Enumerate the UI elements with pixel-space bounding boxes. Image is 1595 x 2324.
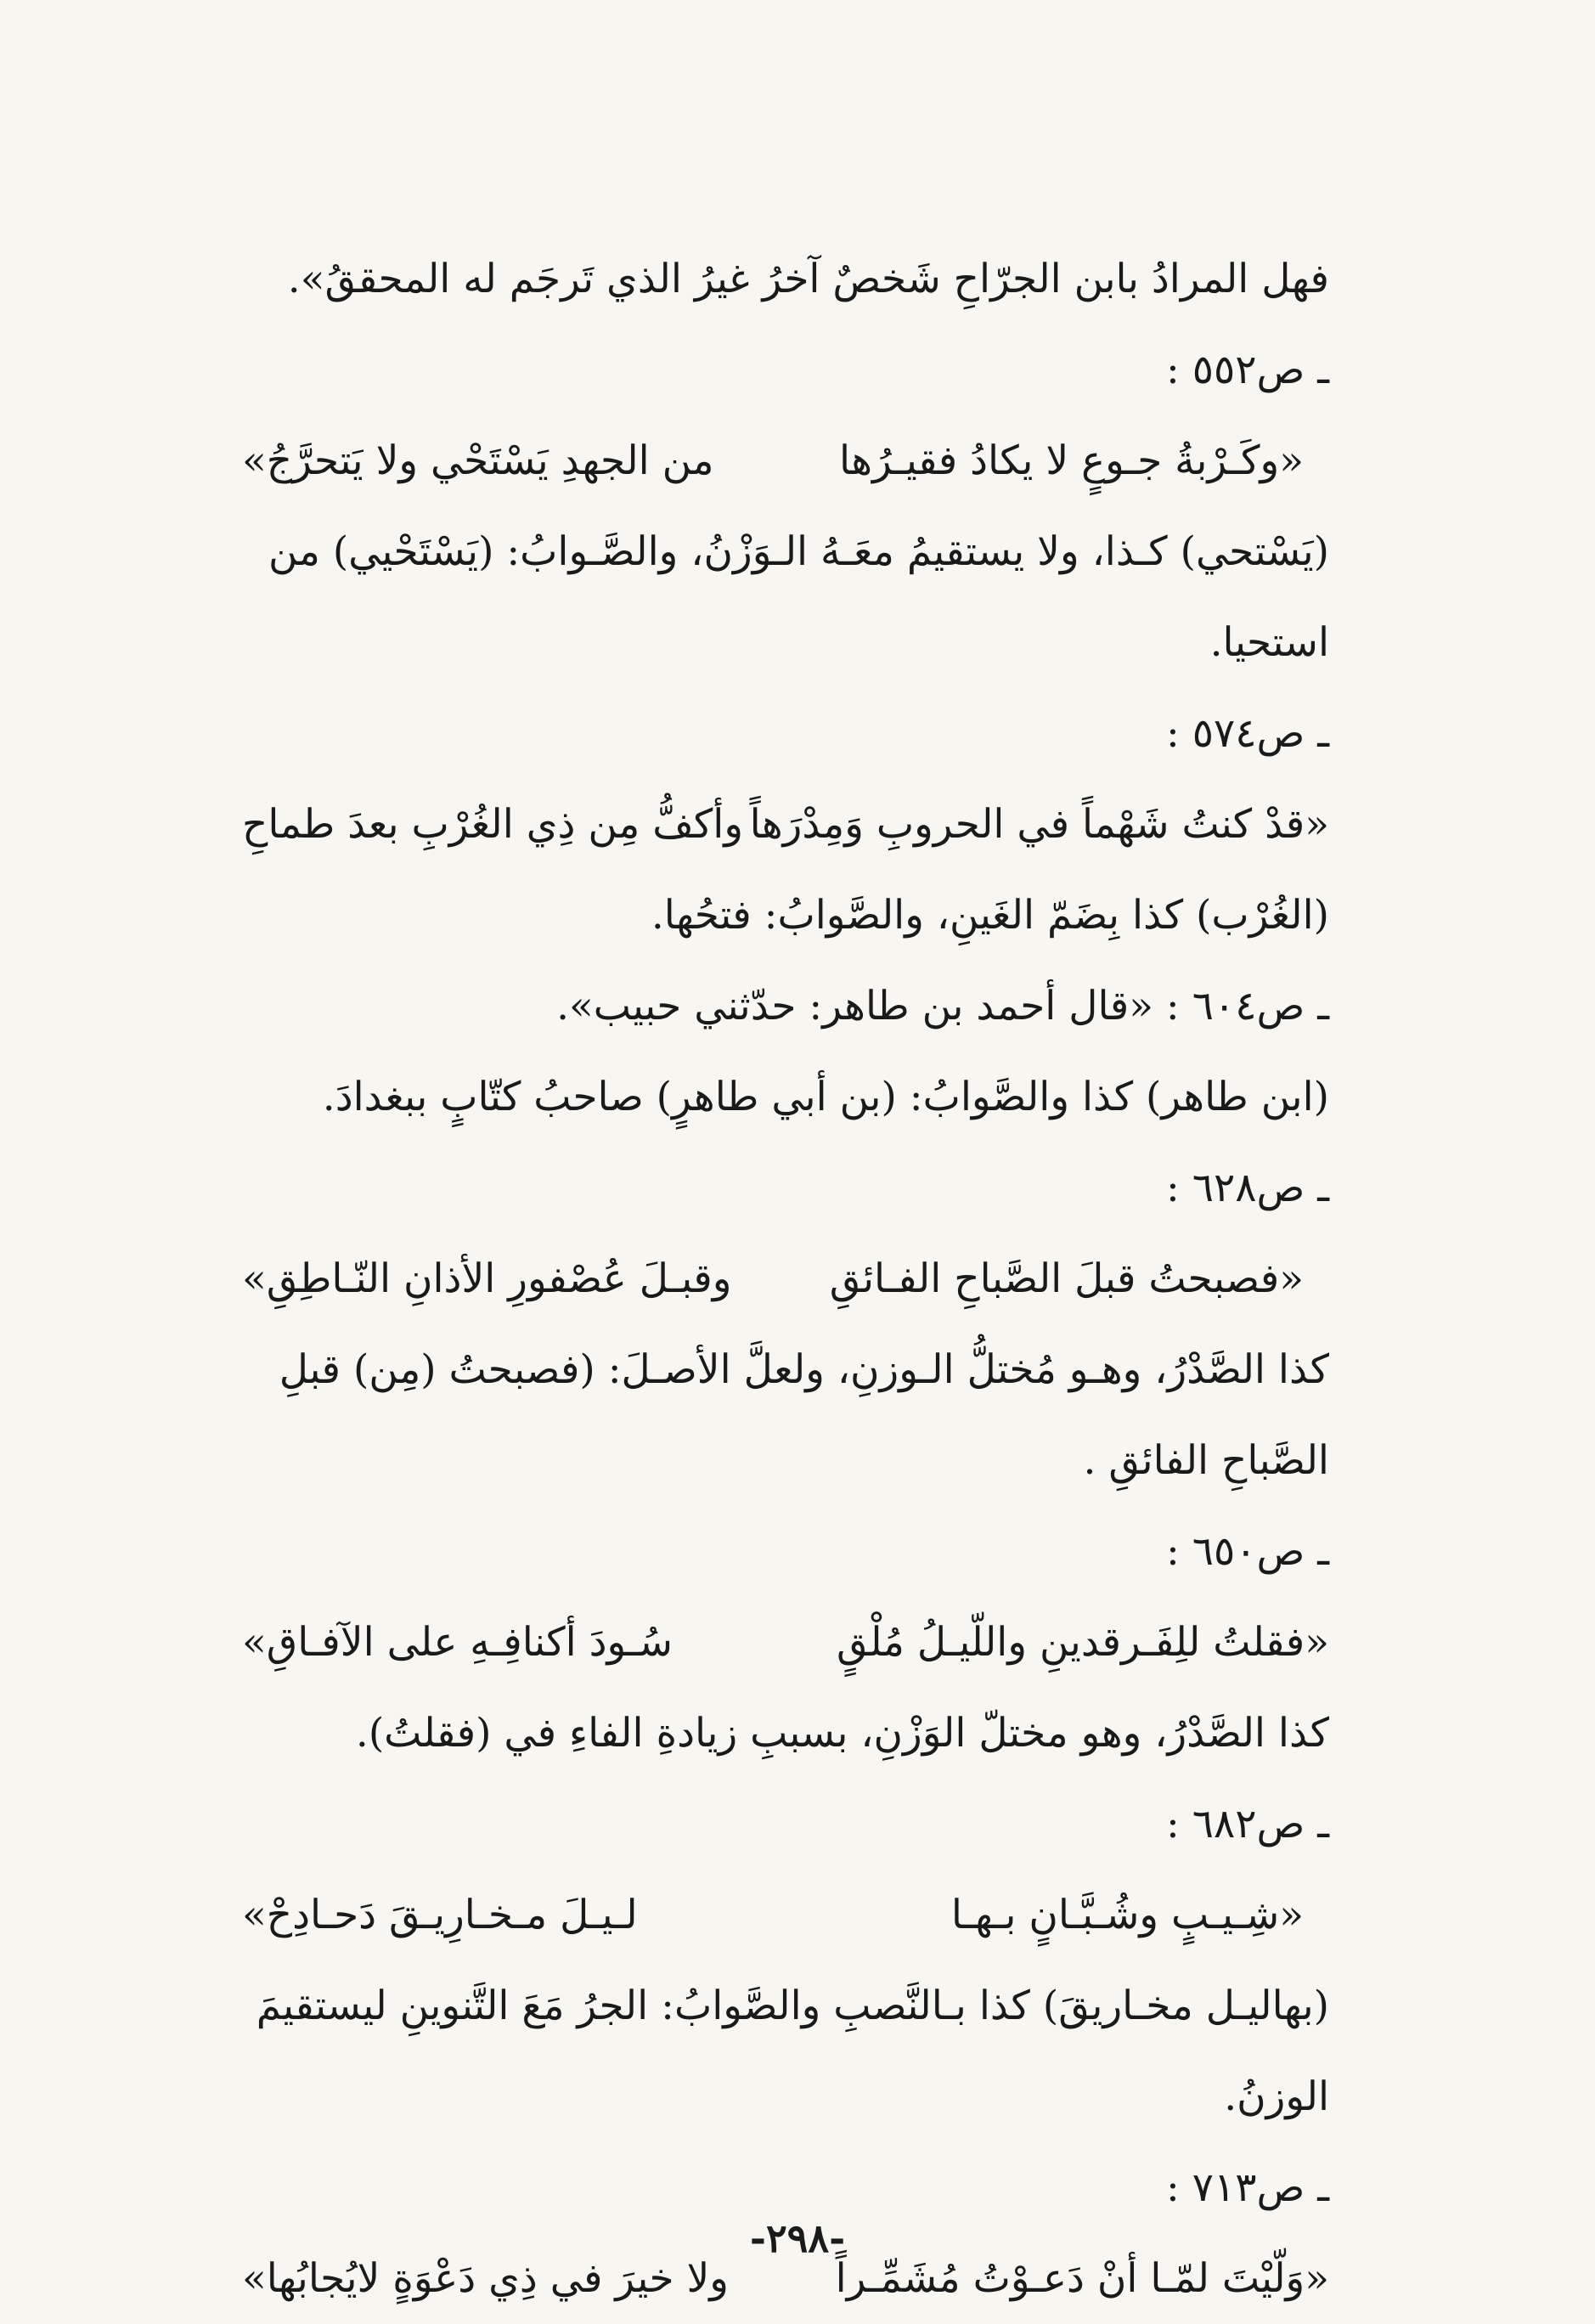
verse-second-hemistich: من الجهدِ يَسْتَحْي ولا يَتحرَّجُ» bbox=[242, 437, 714, 484]
verse-line bbox=[242, 415, 1329, 506]
verse-line bbox=[242, 1597, 1329, 1688]
line-text: ـ ص٦٥٠ : bbox=[1165, 1528, 1329, 1575]
verse-second-hemistich: وقبـلَ عُصْفورِ الأذانِ النّـاطِقِ» bbox=[242, 1255, 732, 1302]
line-text: ـ ص٦٢٨ : bbox=[1165, 1165, 1329, 1211]
page-number: -٢٩٨- bbox=[749, 2215, 846, 2261]
verse-second-hemistich: لـيـلَ مـخـارِيـقَ دَحـادِحْ» bbox=[242, 1892, 638, 1938]
line-text: ـ ص٥٧٤ : bbox=[1165, 710, 1329, 757]
line-text: ـ ص٥٥٢ : bbox=[1165, 347, 1329, 393]
line-text: الوزنُ. bbox=[1224, 2073, 1329, 2120]
verse-second-hemistich: سُـودَ أكنافِـهِ على الآفـاقِ» bbox=[242, 1619, 673, 1666]
page-reference bbox=[242, 1779, 1329, 1870]
text-line bbox=[242, 870, 1329, 961]
verse-first-hemistich: «فصبحتُ قبلَ الصَّباحِ الفـائقِ bbox=[829, 1255, 1304, 1302]
verse-line bbox=[242, 1870, 1329, 1960]
text-line bbox=[242, 234, 1329, 324]
line-text: (ابن طاهر) كذا والصَّوابُ: (بن أبي طاهرٍ) صاحبُ كتّابٍ ببغدادَ. bbox=[322, 1074, 1329, 1120]
text-line bbox=[242, 2051, 1329, 2142]
line-text: ـ ص٦٠٤ : «قال أحمد بن طاهر: حدّثني حبيب». bbox=[556, 983, 1329, 1029]
line-text: (بهاليـل مخـاريقَ) كذا بـالنَّصبِ والصَّوابُ: الجرُ مَعَ التَّنوينِ ليستقيمَ bbox=[256, 1983, 1329, 2029]
line-text: استحيا. bbox=[1209, 619, 1329, 666]
line-text: ـ ص٧١٣ : bbox=[1165, 2164, 1329, 2211]
page-reference bbox=[242, 688, 1329, 779]
text-line bbox=[242, 1960, 1329, 2051]
line-text: فهل المرادُ بابن الجرّاحِ شَخصٌ آخرُ غيرُ الذي تَرجَم له المحققُ». bbox=[287, 256, 1329, 302]
verse-first-hemistich: «فقلتُ للِفَـرقدينِ واللّيـلُ مُلْقٍ bbox=[837, 1619, 1329, 1666]
text-line bbox=[242, 1324, 1329, 1415]
verse-first-hemistich: «شِـيـبٍ وشُـبَّـانٍ بـهـا bbox=[950, 1892, 1304, 1938]
page-reference bbox=[242, 1142, 1329, 1233]
page-reference bbox=[242, 324, 1329, 415]
verse-second-hemistich: ولا خيرَ في ذِي دَعْوَةٍ لايُجابُها» bbox=[242, 2255, 729, 2302]
verse-first-hemistich: «وَلّيْتَ لمّـا أنْ دَعـوْتُ مُشَمِّـراً bbox=[835, 2255, 1329, 2302]
text-block bbox=[242, 234, 1329, 2324]
verse-first-hemistich: «قدْ كنتُ شَهْماً في الحروبِ وَمِدْرَهاً bbox=[749, 801, 1329, 848]
verse-second-hemistich: وأكفُّ مِن ذِي الغُرْبِ بعدَ طماحِ bbox=[242, 801, 744, 848]
line-text: الصَّباحِ الفائقِ . bbox=[1083, 1437, 1329, 1484]
line-text: كذا الصَّدْرُ، وهو مختلّ الوَزْنِ، بسببِ زيادةِ الفاءِ في (فقلتُ). bbox=[355, 1710, 1329, 1757]
verse-first-hemistich: «وكَـرْبةُ جـوعٍ لا يكادُ فقيـرُها bbox=[838, 437, 1304, 484]
page-reference bbox=[242, 1506, 1329, 1597]
page-reference bbox=[242, 961, 1329, 1052]
line-text: (الغُرْب) كذا بِضَمّ الغَينِ، والصَّوابُ: فتحُها. bbox=[651, 892, 1329, 939]
verse-line bbox=[242, 779, 1329, 870]
text-line bbox=[242, 1415, 1329, 1506]
line-text: (يَسْتحي) كـذا، ولا يستقيمُ معَـهُ الـوَزْنُ، والصَّـوابُ: (يَسْتَحْيي) من bbox=[268, 528, 1329, 575]
verse-line bbox=[242, 1233, 1329, 1324]
line-text: ـ ص٦٨٢ : bbox=[1165, 1801, 1329, 1847]
text-line bbox=[242, 1052, 1329, 1142]
text-line bbox=[242, 1688, 1329, 1779]
text-line bbox=[242, 506, 1329, 597]
line-text: كذا الصَّدْرُ، وهـو مُختلُّ الـوزنِ، ولعلَّ الأصـلَ: (فصبحتُ (مِن) قبلِ bbox=[279, 1346, 1329, 1393]
text-line bbox=[242, 597, 1329, 688]
